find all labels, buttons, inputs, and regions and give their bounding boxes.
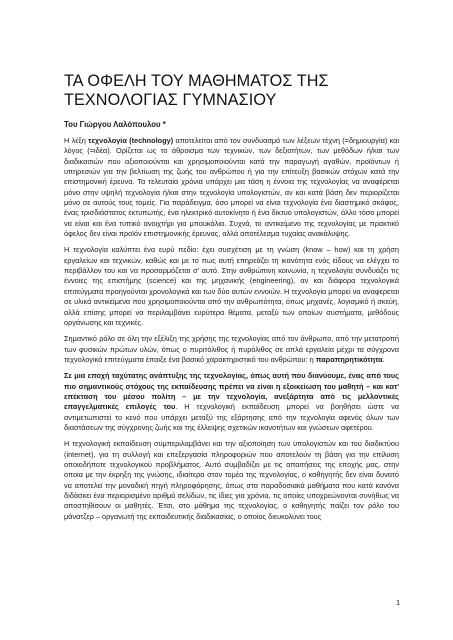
paragraph-4-bold-statement: Σε μια εποχή ταχύτατης ανάπτυξης της τεχνολογίας, όπως αυτή που διανύουμε, ένας από τους πιο σημαντικούς στόχους της εκπαίδευσης πρέπει να είναι η εξοικείωση του μαθητή – και κατ' επέκταση του μέσου πολίτη – με την τεχνολογία, ανεξάρτητα από τις μελλοντικές επαγγελματικές επιλογές του [64, 371, 399, 412]
paragraph-4 [64, 371, 399, 433]
paragraph-3-text-a: Σημαντικό ρόλο σε όλη την εξέλιξη της χρήσης της τεχνολογίας από τον άνθρωπο, από την μετατροπή των φυσικών πρώτων υλών, όπως ο πυριτόλιθος ή πυρόλιθος σε απλά εργαλεία μέχρι τα σύγχρονα τεχνολογικά επιτεύγματα έπαιξε ένα βασικό χαρακτηριστικό του ανθρώπου: η [64, 334, 399, 364]
paragraph-3 [64, 334, 399, 365]
paragraph-5: Η τεχνολογική εκπαίδευση συμπεριλαμβάνει και την αξιοποίηση των υπολογιστών και του διαδικτύου (internet), για τη συλλογή και επεξεργασία πληροφοριών που αποτελούν τη βάση για την επίλυση οποιοδήποτε τεχνολογικού προβλήματος. Αυτό συμβαδίζει με τις απαιτήσεις της εποχής μας, στην οποία με την έκρηξη της γνώσης, ιδιαίτερα στον τομέα της τεχνολογίας, ο καθηγητής δεν είναι δυνατό να αποτελεί την μοναδική πηγή πληροφόρησης, όπως στα παραδοσιακά μαθήματα που κατά κανόνα διδάσκει ένα περιορισμένο αριθμό σελίδων, τις ίδιες για χρόνια, τις οποίες υποχρεώνονται συνήθως να αποστηθίσουν οι μαθητές. Έτσι, στο μάθημα της τεχνολογίας, ο καθηγητής παίζει τον ρόλο του μάνατζερ – οργανωτή της εκπαιδευτικής διαδικασίας, ο οποίος διευκολύνει τους [64, 439, 399, 521]
paragraph-1-term: τεχνολογία (technology) [88, 136, 174, 145]
paragraph-1-text-a: Η λέξη [64, 136, 89, 145]
paragraph-3-keyword: παραπηρητικότητα [315, 354, 383, 364]
document-body [64, 72, 399, 522]
page-number: 1 [396, 598, 401, 607]
paragraph-3-text-c: . [382, 354, 385, 364]
paragraph-1-text-c: αποτελείται από τον συνδυασμό των λέξεων τέχνη (=δημιουργία) και λόγος (=ιδέα). Ορίζεται ως το άθροισμα των τεχνικών, των δεξιοτήτων, των μεθόδων ή/και των διαδικασιών που αξιοποιούνται και χρησιμοποιούνται κατά την παραγωγή αγαθών, προϊόντων ή υπηρεσιών για την βελτίωση της ζωής του ανθρώπου ή για την επίτευξη βασικών στόχων κατά την επιστημονική έρευνα. Τα τελευταία χρόνια υπάρχει μια τάση η έννοια της τεχνολογίας να αναφέρεται μόνο στην υψηλή τεχνολογία ή/και στην τεχνολογία υπολογιστών, αν και κατά βάση δεν περιορίζεται μόνο σε αυτούς τους τομείς. Για παράδειγμα, όσο μπορεί να είναι τεχνολογία ένα διαστημικό σκάφος, ένας τρισδιάστατος εκτυπωτής, ένα ηλεκτρικό αυτοκίνητο ή ένα δίκτυο υπολογιστών, άλλο τόσο μπορεί να είναι και ένα τυπικό ανοιχτήρι για μπουκάλια. Συχνά, το αντικείμενο της τεχνολογίας με πρακτικό όφελος δεν είναι προϊόν επιστημονικής έρευνας, αλλά αποτέλεσμα τυχαίας ανακάλυψης. [64, 136, 400, 239]
paragraph-2: Η τεχνολογία καλύπτει ένα ευρύ πεδίο: έχει συσχέτιση με τη γνώση (know – how) και τη χρήση εργαλείων και τεχνικών, καθώς και με το πως αυτή επηρεάζει τη ικανότητα ενός είδους να ελέγχει το περιβάλλον του και να προσαρμόζεται σ' αυτό. Στην ανθρώπινη κοινωνία, η τεχνολογία συνδυάζει τις έννοιες της επιστήμης (science) και της μηχανικής (engineering), αν και διάφορα τεχνολογικά επιτεύγματα προηγούνται χρονολογικά και των δύο αυτών εννοιών. Η τεχνολογία μπορεί να αναφερεται σε υλικά αντικείμενα που χρησιμοποιούνται από την ανθρωπότητα, όπως μηχανές, λογισμικό ή σκεύη, αλλά επίσης μπορεί να περιλαμβάνει ευρύτερα θέματα, μεταξύ των οποίων συστήματα, μεθόδους οργάνωσης και τεχνικές. [64, 245, 399, 327]
author-line: Του Γιώργου Λαλόπουλου * [64, 120, 166, 129]
paragraph-4-text-b: . Η τεχνολογική εκπαίδευση μπορεί να βοηθήσει ώστε να αντιμετωπιστεί το κενό που υπάρχει μεταξύ της εξάρτησης από την τεχνολογία αφενός όλων των διαστάσεων της σύγχρονης ζωής και της έλλειψης σχετικών ικανοτήτων και γνώσεων αφετέρου. [64, 402, 400, 432]
document-title: ΤΑ ΟΦΕΛΗ ΤΟΥ ΜΑΘΗΜΑΤΟΣ ΤΗΣ ΤΕΧΝΟΛΟΓΙΑΣ ΓΥΜΝΑΣΙΟΥ [64, 72, 329, 109]
paragraph-1 [64, 136, 399, 239]
